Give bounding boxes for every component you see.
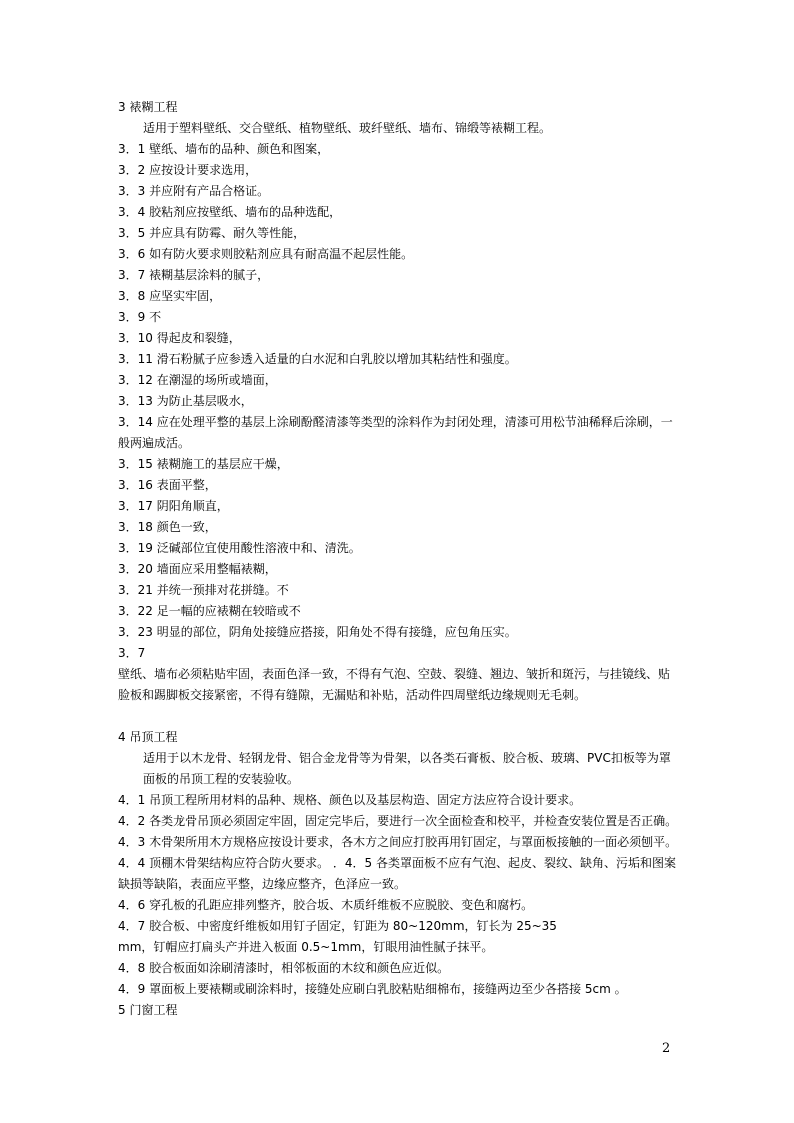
clause-item: 3．14 应在处理平整的基层上涂刷酚醛清漆等类型的涂料作为封闭处理，清漆可用松节油稀释后涂刷，一般两遍成活。: [118, 415, 673, 450]
clause-item: 3．15 裱糊施工的基层应干燥，: [118, 457, 289, 471]
clause-item: 3．6 如有防火要求则胶粘剂应具有耐高温不起层性能。: [118, 247, 414, 261]
section-heading: 3 裱糊工程: [118, 100, 178, 114]
clause-item: 3．22 足一幅的应裱糊在较暗或不: [118, 604, 301, 618]
section-heading: 5 门窗工程: [118, 1003, 178, 1017]
section-intro: 适用于以木龙骨、轻钢龙骨、铝合金龙骨等为骨架，以各类石膏板、胶合板、玻璃、PVC扣板等为罩面板的吊顶工程的安装验收。: [143, 751, 671, 786]
clause-item: 3．3 并应附有产品合格证。: [118, 184, 270, 198]
clause-item: 4．3 木骨架所用木方规格应按设计要求，各木方之间应打胶再用钉固定，与罩面板接触的一面必须刨平。: [118, 835, 678, 849]
page-content: [118, 97, 680, 1021]
blank-line: [118, 706, 680, 727]
clause-item: 4．2 各类龙骨吊顶必须固定牢固，固定完毕后，要进行一次全面检查和校平，并检查安装位置是否正确。: [118, 814, 678, 828]
clause-item: 4．9 罩面板上要裱糊或刷涂料时，接缝处应刷白乳胶粘贴细棉布，接缝两边至少各搭接 5cm 。: [118, 982, 627, 996]
clause-item: 4．4 顶棚木骨架结构应符合防火要求。 ．4．5 各类罩面板不应有气泡、起皮、裂纹、缺角、污垢和图案缺损等缺陷，表面应平整，边缘应整齐，色泽应一致。: [118, 856, 676, 891]
clause-item: 3．13 为防止基层吸水，: [118, 394, 253, 408]
clause-item: 3．16 表面平整，: [118, 478, 217, 492]
page-number: 2: [662, 1041, 671, 1056]
clause-item: 3．9 不: [118, 310, 162, 324]
clause-item: 3．8 应坚实牢固，: [118, 289, 222, 303]
clause-item: 3．18 颜色一致，: [118, 520, 217, 534]
section-heading: 4 吊顶工程: [118, 730, 178, 744]
clause-item: 3．7 裱糊基层涂料的腻子，: [118, 268, 270, 282]
clause-item: 3．20 墙面应采用整幅裱糊，: [118, 562, 277, 576]
clause-item: 4．1 吊顶工程所用材料的品种、规格、颜色以及基层构造、固定方法应符合设计要求。: [118, 793, 582, 807]
clause-item: 3．21 并统一预排对花拼缝。不: [118, 583, 289, 597]
clause-item: mm，钉帽应打扁头产并进入板面 0.5~1mm，钉眼用油性腻子抹平。: [118, 940, 494, 954]
clause-item: 3．17 阴阳角顺直，: [118, 499, 229, 513]
clause-item: 4．7 胶合板、中密度纤维板如用钉子固定，钉距为 80~120mm，钉长为 25~35: [118, 919, 557, 933]
clause-item: 3．23 明显的部位，阴角处接缝应搭接，阳角处不得有接缝，应包角压实。: [118, 625, 517, 639]
clause-item: 3．11 滑石粉腻子应参透入适量的白水泥和白乳胶以增加其粘结性和强度。: [118, 352, 517, 366]
clause-item: 3．4 胶粘剂应按壁纸、墙布的品种选配，: [118, 205, 342, 219]
clause-item: 4．6 穿孔板的孔距应排列整齐，胶合坂、木质纤维板不应脱胶、变色和腐朽。: [118, 898, 534, 912]
clause-item: 3．1 壁纸、墙布的品种、颜色和图案，: [118, 142, 330, 156]
clause-item: 4．8 胶合板面如涂刷清漆时，相邻板面的木纹和颜色应近似。: [118, 961, 450, 975]
clause-item: 3．12 在潮湿的场所或墙面，: [118, 373, 277, 387]
clause-item: 3．2 应按设计要求选用，: [118, 163, 258, 177]
clause-item: 3．5 并应具有防霉、耐久等性能，: [118, 226, 306, 240]
clause-item: 3．10 得起皮和裂缝，: [118, 331, 241, 345]
clause-item: 3．7: [118, 646, 146, 660]
clause-item: 壁纸、墙布必须粘贴牢固，表面色泽一致，不得有气泡、空鼓、裂缝、翘边、皱折和斑污，与挂镜线、贴脸板和踢脚板交接紧密，不得有缝隙，无漏贴和补贴，活动件四周壁纸边缘规则无毛刺。: [118, 667, 671, 702]
section-intro: 适用于塑料壁纸、交合壁纸、植物壁纸、玻纤壁纸、墙布、锦缎等裱糊工程。: [143, 121, 552, 135]
clause-item: 3．19 泛碱部位宜使用酸性溶液中和、清洗。: [118, 541, 361, 555]
